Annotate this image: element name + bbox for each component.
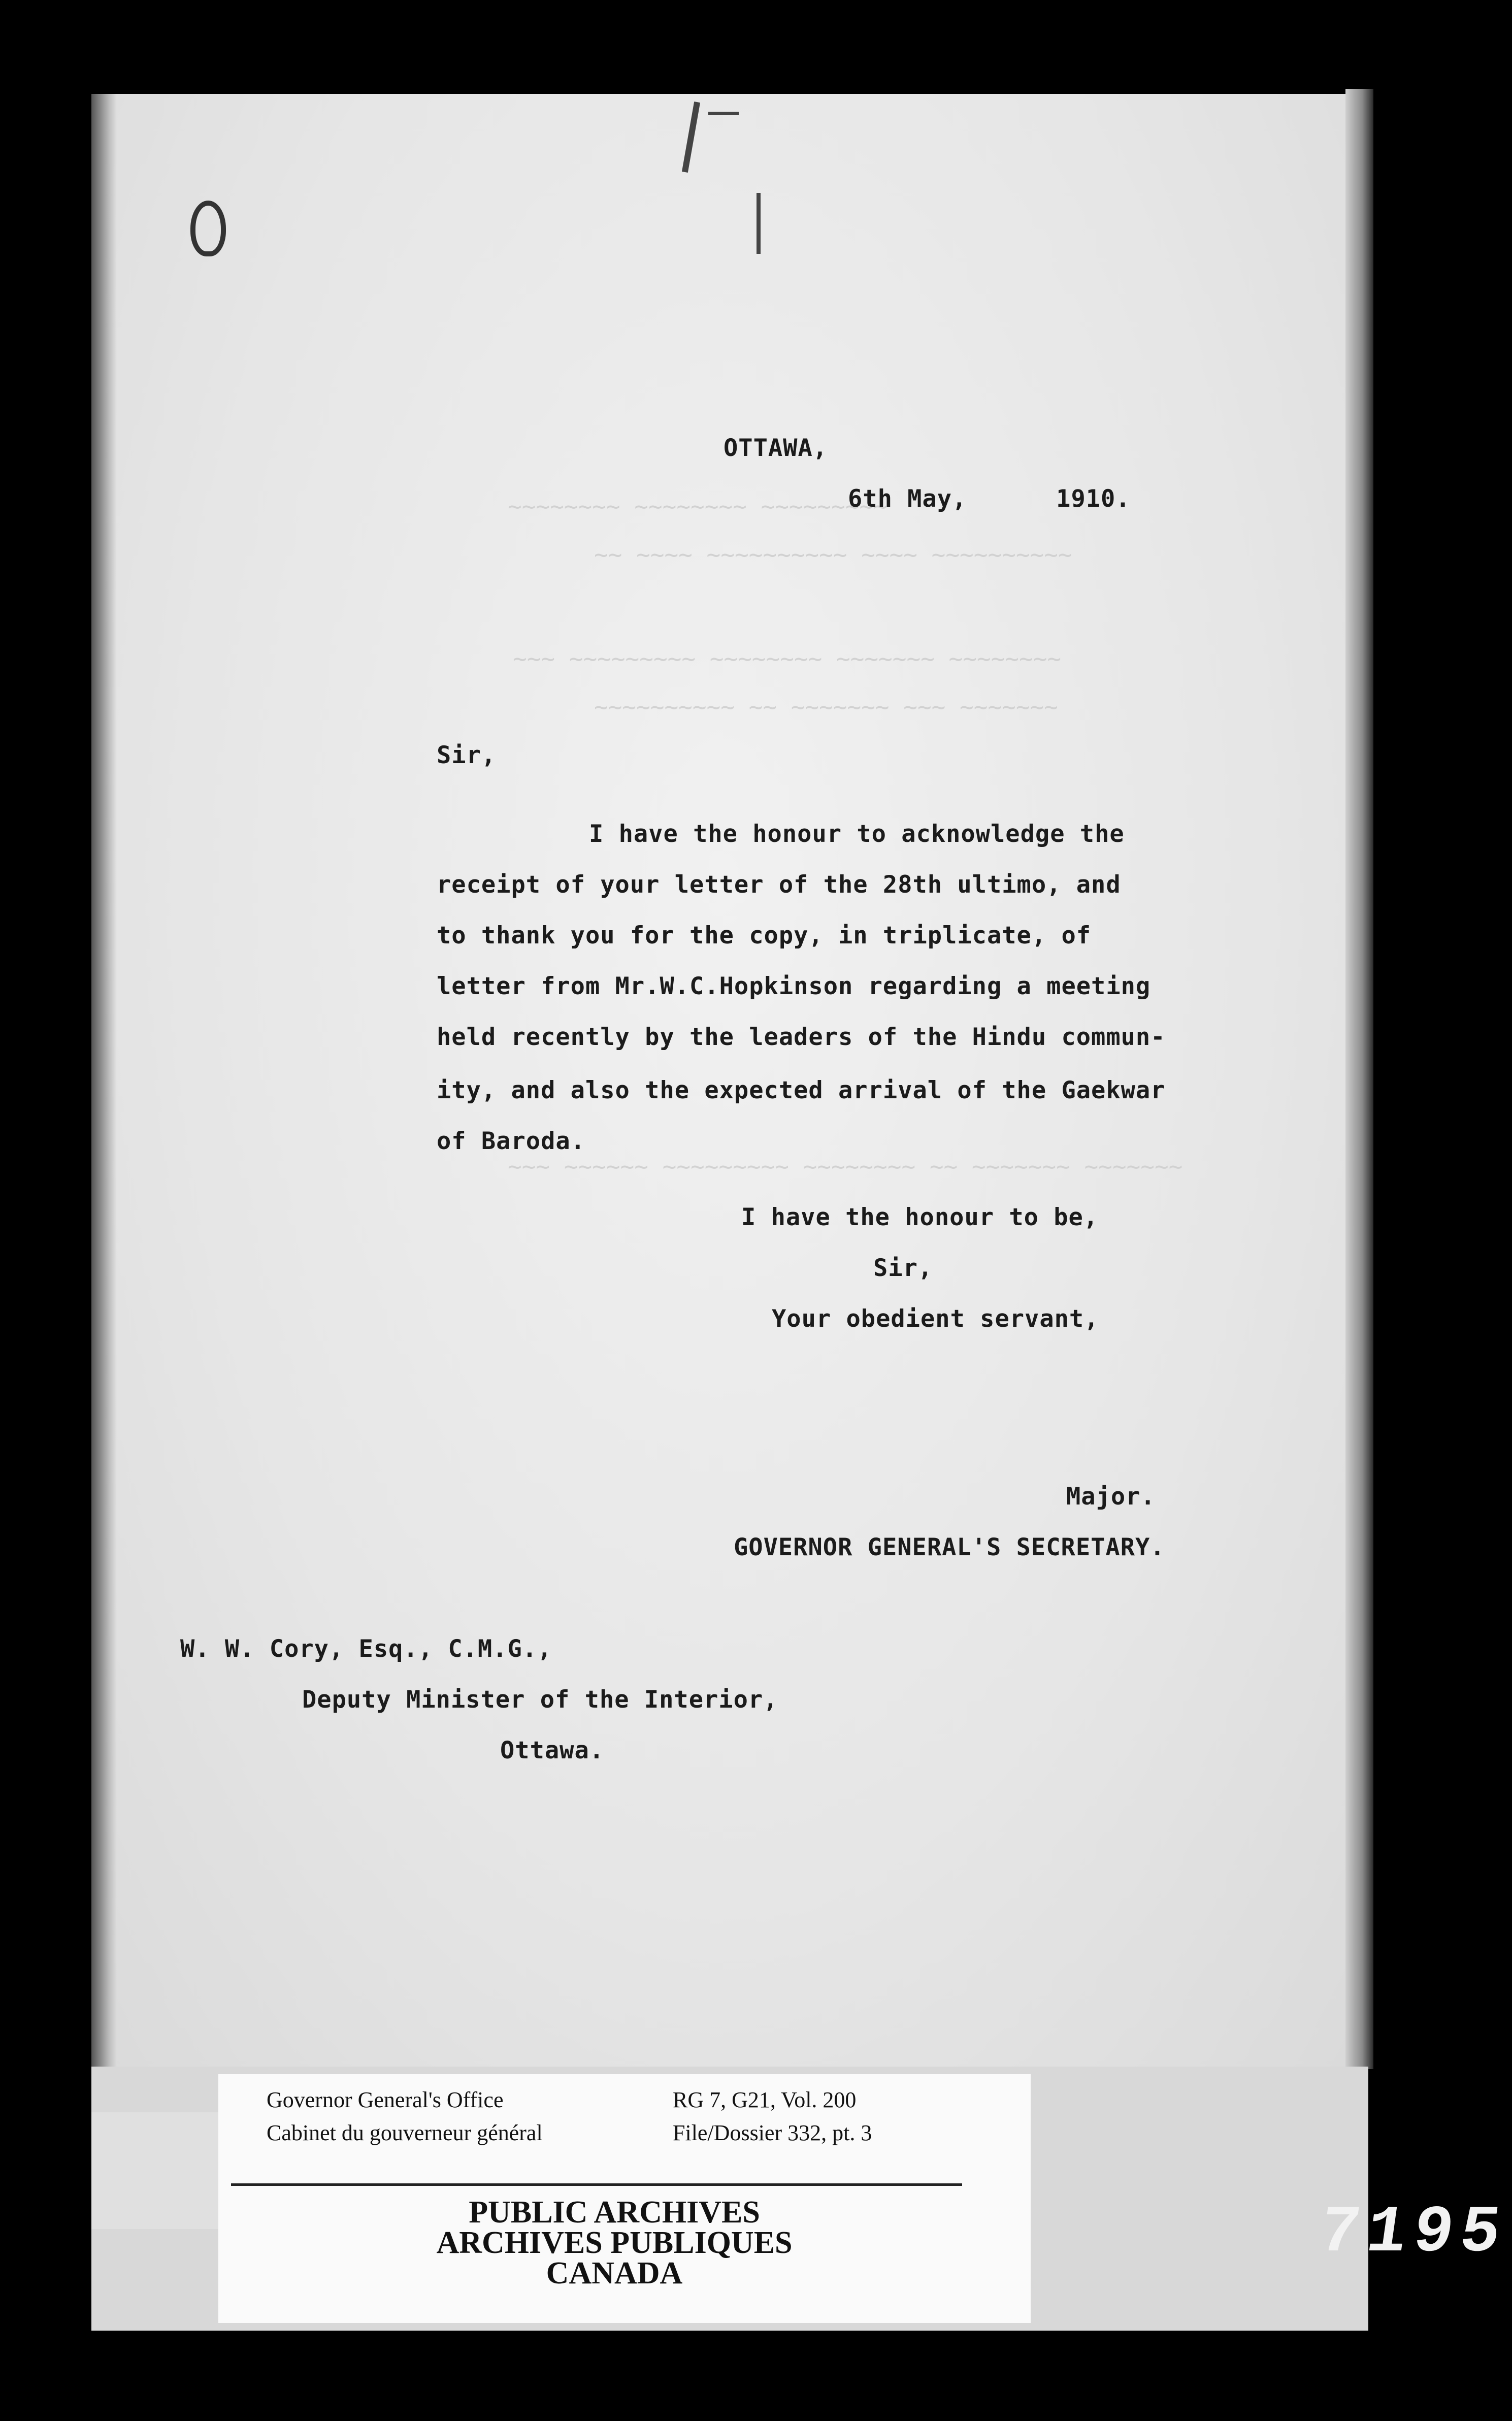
salutation: Sir, [437,741,497,769]
bleed-through-text: ~~~ ~~~~~~ ~~~~~~~~~ ~~~~~~~~ ~~ ~~~~~~~ ~~~~~~~ [508,1153,1183,1180]
body-line: letter from Mr.W.C.Hopkinson regarding a meeting [437,972,1151,1000]
signature-office: GOVERNOR GENERAL'S SECRETARY. [734,1533,1165,1561]
bleed-through-text: ~~~ ~~~~~~~~~ ~~~~~~~~ ~~~~~~~ ~~~~~~~~ [513,645,1062,672]
archive-name-fr: ARCHIVES PUBLIQUES [436,2226,793,2260]
archive-reference: RG 7, G21, Vol. 200 [673,2087,857,2112]
archive-office-fr: Cabinet du gouverneur général [267,2120,543,2145]
body-line: held recently by the leaders of the Hindu commun- [437,1023,1166,1051]
signature-title: Major. [1066,1483,1156,1511]
page-left-edge-shadow [91,94,117,2067]
letter-place: OTTAWA, [724,434,828,462]
ink-smudge [708,112,739,115]
body-line: receipt of your letter of the 28th ultimo, and [437,871,1121,899]
bleed-through-text: ~~ ~~~~ ~~~~~~~~~~ ~~~~ ~~~~~~~~~~ [594,541,1072,568]
archive-label-shadow [91,2112,218,2229]
punch-hole-mark [190,201,226,256]
body-line: to thank you for the copy, in triplicate, of [437,922,1092,950]
closing-line: Sir, [873,1254,933,1282]
frame-number: 7195 [1314,2196,1512,2271]
addressee-name: W. W. Cory, Esq., C.M.G., [180,1635,552,1663]
bleed-through-text: ~~~~~~~~ ~~~~~~~~ ~~~~~~~~~ [508,493,888,520]
archive-name-en: PUBLIC ARCHIVES [469,2195,760,2230]
body-line: ity, and also the expected arrival of the Gaekwar [437,1076,1166,1104]
closing-line: I have the honour to be, [741,1203,1099,1231]
addressee-title: Deputy Minister of the Interior, [302,1686,778,1714]
addressee-city: Ottawa. [500,1737,605,1764]
letter-date: 6th May, 1910. [848,485,1131,513]
archive-office-en: Governor General's Office [267,2087,504,2112]
ink-smudge [757,193,761,254]
body-line: of Baroda. [437,1127,585,1155]
closing-line: Your obedient servant, [772,1305,1099,1333]
body-line: I have the honour to acknowledge the [589,820,1125,848]
bleed-through-text: ~~~~~~~~~~ ~~ ~~~~~~~ ~~~ ~~~~~~~ [594,693,1058,721]
label-divider [231,2183,962,2186]
archive-country: CANADA [546,2256,683,2291]
archive-file: File/Dossier 332, pt. 3 [673,2120,872,2145]
page-right-edge [1345,89,1373,2069]
